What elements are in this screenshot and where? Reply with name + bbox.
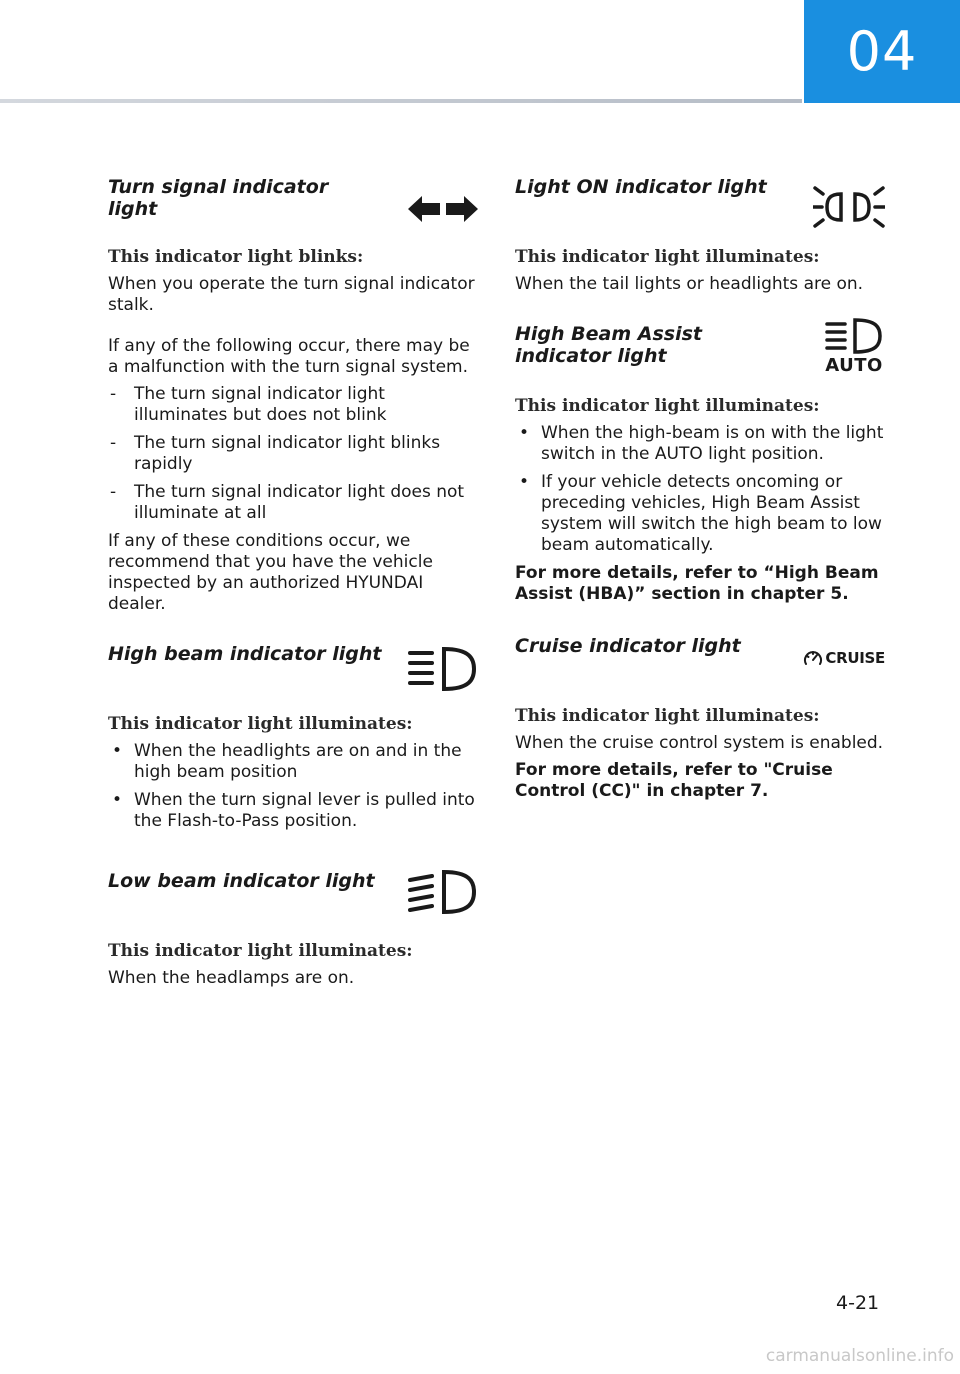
section-title: High Beam Assist indicator light bbox=[515, 323, 702, 367]
section-title: Turn signal indicator light bbox=[108, 176, 329, 220]
turn-signal-icon bbox=[408, 194, 478, 224]
list-item: • When the turn signal lever is pulled into the Flash-to-Pass position. bbox=[108, 790, 478, 832]
high-beam-glyph bbox=[825, 317, 883, 355]
light-on-section bbox=[515, 170, 885, 295]
chapter-tab: 04 bbox=[804, 0, 960, 103]
list-item: - The turn signal indicator light does not illuminate at all bbox=[108, 482, 478, 524]
watermark: carmanualsonline.info bbox=[765, 1346, 954, 1366]
paragraph: When you operate the turn signal indicator stalk. bbox=[108, 274, 475, 315]
hba-section bbox=[515, 317, 885, 605]
bullet-list bbox=[108, 741, 478, 832]
cruise-icon bbox=[803, 649, 885, 667]
subhead: This indicator light illuminates: bbox=[515, 247, 820, 267]
header-rule bbox=[0, 99, 802, 103]
section-title: High beam indicator light bbox=[108, 643, 382, 665]
section-title: Light ON indicator light bbox=[515, 176, 767, 198]
dash-list bbox=[108, 384, 478, 524]
paragraph: When the tail lights or headlights are on. bbox=[515, 274, 864, 294]
low-beam-icon bbox=[408, 868, 478, 920]
list-item: • When the headlights are on and in the high beam position bbox=[108, 741, 478, 783]
paragraph: If any of these conditions occur, we recommend that you have the vehicle inspected by an authorized HYUNDAI dealer. bbox=[108, 531, 433, 614]
cruise-label: CRUISE bbox=[825, 649, 885, 667]
subhead: This indicator light illuminates: bbox=[515, 706, 820, 726]
tail-light-icon bbox=[813, 186, 885, 228]
note: For more details, refer to “High Beam Assist (HBA)” section in chapter 5. bbox=[515, 563, 879, 604]
list-item: - The turn signal indicator light blinks rapidly bbox=[108, 433, 478, 475]
section-title: Low beam indicator light bbox=[108, 870, 375, 892]
section-title: Cruise indicator light bbox=[515, 635, 741, 657]
list-item: • If your vehicle detects oncoming or preceding vehicles, High Beam Assist system will switch the high beam to low beam automatically. bbox=[515, 472, 885, 556]
cruise-section bbox=[515, 629, 885, 802]
subhead: This indicator light illuminates: bbox=[108, 941, 413, 961]
paragraph: When the cruise control system is enabled. bbox=[515, 733, 884, 753]
page-number: 4-21 bbox=[836, 1292, 880, 1314]
low-beam-section bbox=[108, 864, 478, 989]
subhead: This indicator light illuminates: bbox=[108, 714, 413, 734]
subhead: This indicator light blinks: bbox=[108, 247, 364, 267]
paragraph: If any of the following occur, there may be a malfunction with the turn signal system. bbox=[108, 336, 470, 377]
bullet-list bbox=[515, 423, 885, 556]
note: For more details, refer to "Cruise Control (CC)" in chapter 7. bbox=[515, 760, 833, 801]
left-column bbox=[108, 170, 478, 995]
high-beam-section bbox=[108, 637, 478, 832]
high-beam-icon bbox=[408, 645, 478, 693]
right-column bbox=[515, 170, 885, 808]
speedometer-glyph bbox=[803, 649, 823, 667]
list-item: • When the high-beam is on with the light switch in the AUTO light position. bbox=[515, 423, 885, 465]
list-item: - The turn signal indicator light illuminates but does not blink bbox=[108, 384, 478, 426]
subhead: This indicator light illuminates: bbox=[515, 396, 820, 416]
paragraph: When the headlamps are on. bbox=[108, 968, 355, 988]
turn-signal-section bbox=[108, 170, 478, 615]
auto-label: AUTO bbox=[825, 355, 883, 376]
high-beam-auto-icon bbox=[823, 317, 885, 375]
